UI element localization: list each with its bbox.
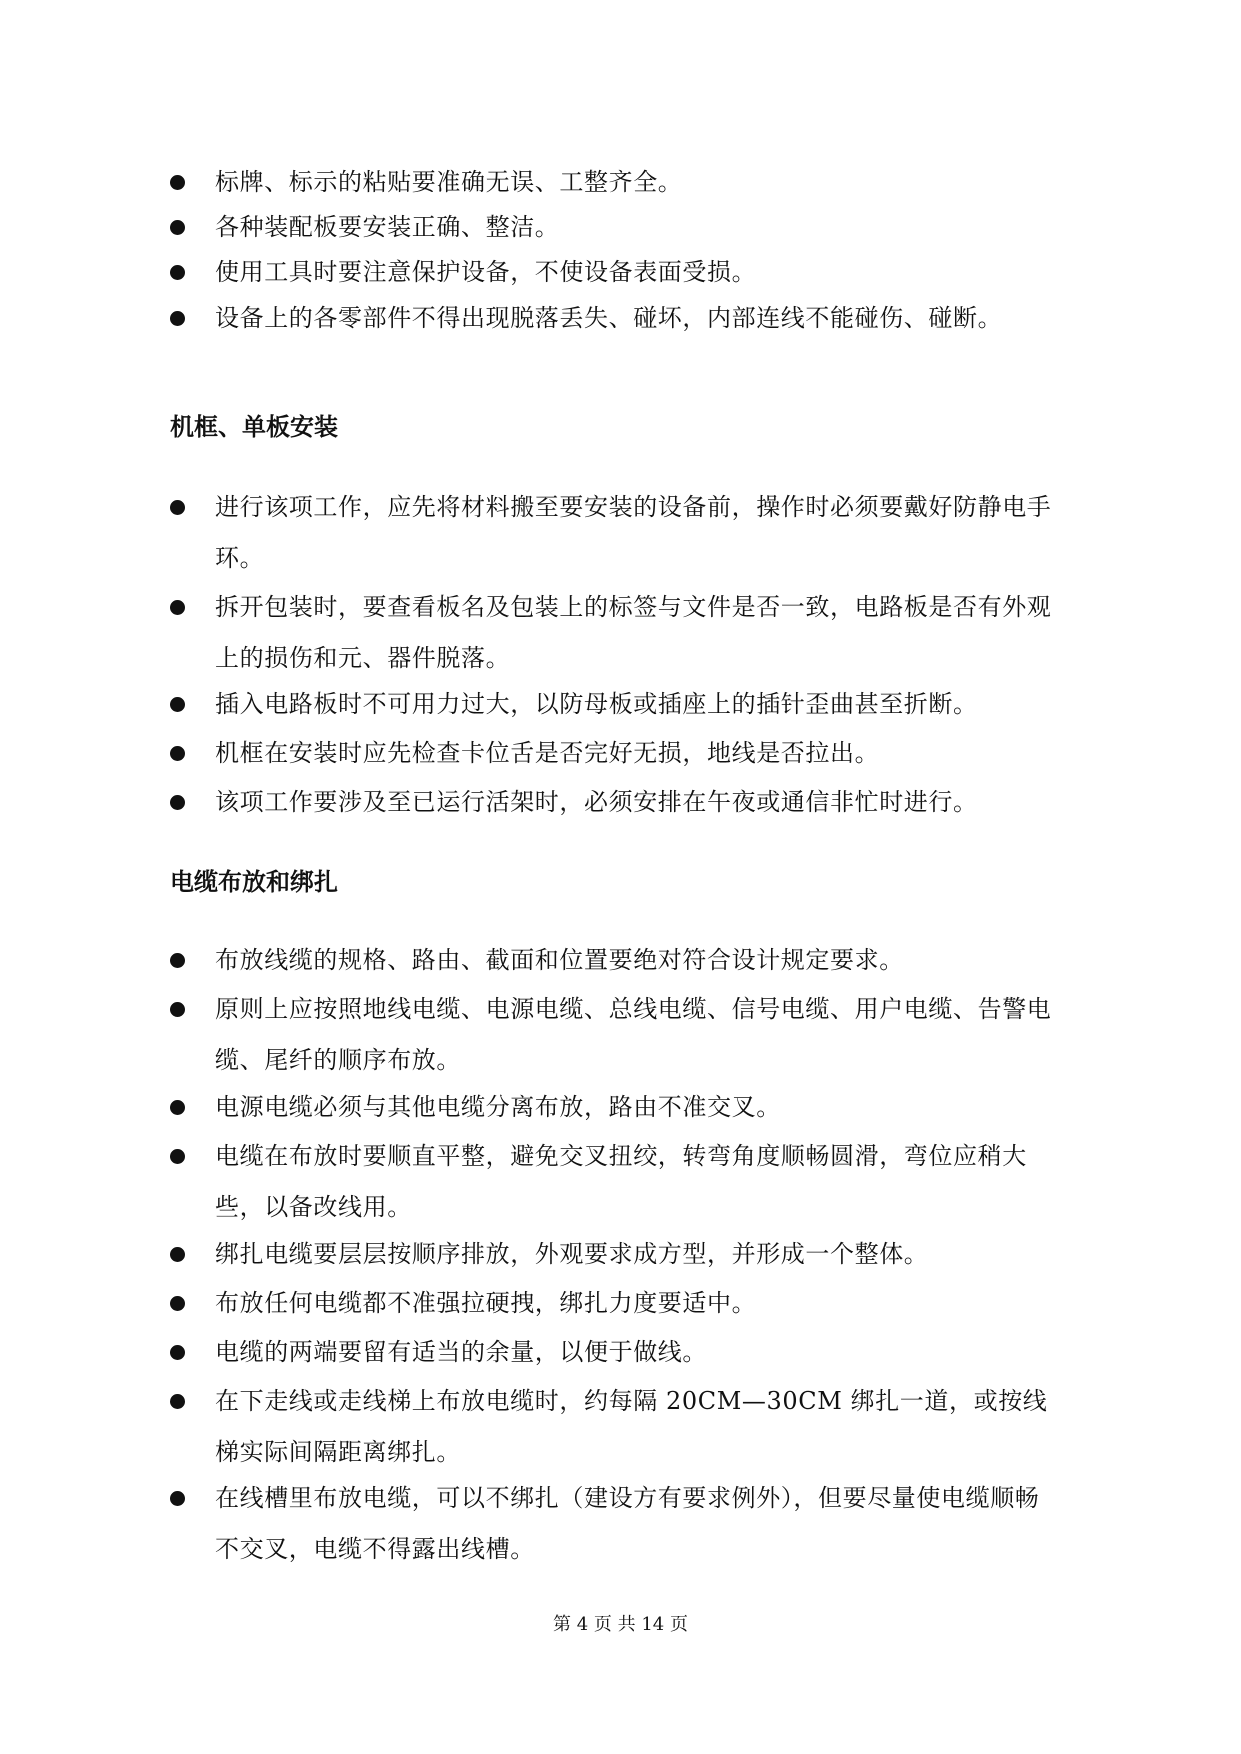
list-item-text: 插入电路板时不可用力过大，以防母板或插座上的插针歪曲甚至折断。 (215, 690, 978, 718)
bullet-icon (170, 953, 185, 968)
list-item-text: 拆开包装时，要查看板名及包装上的标签与文件是否一致，电路板是否有外观上的损伤和元、器件脱落。 (215, 593, 1052, 672)
list-item (170, 935, 1070, 986)
list-item-text: 布放线缆的规格、路由、截面和位置要绝对符合设计规定要求。 (215, 946, 904, 974)
bullet-icon (170, 1296, 185, 1311)
list-item (170, 1473, 1070, 1575)
list-item-text: 标牌、标示的粘贴要准确无误、工整齐全。 (215, 168, 683, 196)
list-item-text: 布放任何电缆都不准强拉硬拽，绑扎力度要适中。 (215, 1289, 757, 1317)
page-footer: 第 4 页 共 14 页 (553, 1614, 688, 1635)
list-item (170, 1278, 1070, 1329)
bullet-icon (170, 746, 185, 761)
bullet-icon (170, 175, 185, 190)
list-item (170, 582, 1070, 684)
list-item-text: 绑扎电缆要层层按顺序排放，外观要求成方型，并形成一个整体。 (215, 1240, 929, 1268)
list-item (170, 1327, 1070, 1378)
list-item (170, 1082, 1070, 1133)
list-item (170, 1376, 1070, 1478)
list-item (170, 777, 1070, 828)
bullet-icon (170, 220, 185, 235)
list-item-text: 该项工作要涉及至已运行活架时，必须安排在午夜或通信非忙时进行。 (215, 788, 978, 816)
bullet-icon (170, 1394, 185, 1409)
bullet-icon (170, 697, 185, 712)
list-item (170, 679, 1070, 730)
bullet-icon (170, 1100, 185, 1115)
list-item-text: 各种装配板要安装正确、整洁。 (215, 213, 560, 241)
list-item (170, 728, 1070, 779)
list-item-text: 机框在安装时应先检查卡位舌是否完好无损，地线是否拉出。 (215, 739, 880, 767)
list-item (170, 984, 1070, 1086)
list-item (170, 1131, 1070, 1233)
bullet-icon (170, 1149, 185, 1164)
list-item (170, 1229, 1070, 1280)
list-item (170, 157, 1070, 208)
list-item (170, 202, 1070, 253)
list-item-text: 设备上的各零部件不得出现脱落丢失、碰坏，内部连线不能碰伤、碰断。 (215, 304, 1003, 332)
list-item-text: 在下走线或走线梯上布放电缆时，约每隔 20CM—30CM 绑扎一道，或按线梯实际间隔距离绑扎。 (215, 1387, 1048, 1466)
list-item-text: 电源电缆必须与其他电缆分离布放，路由不准交叉。 (215, 1093, 781, 1121)
list-item-text: 在线槽里布放电缆，可以不绑扎（建设方有要求例外），但要尽量使电缆顺畅不交叉，电缆不得露出线槽。 (215, 1484, 1040, 1563)
section-heading: 机框、单板安装 (170, 413, 338, 441)
list-item (170, 247, 1070, 298)
bullet-icon (170, 265, 185, 280)
bullet-icon (170, 1345, 185, 1360)
bullet-icon (170, 1491, 185, 1506)
list-item-text: 原则上应按照地线电缆、电源电缆、总线电缆、信号电缆、用户电缆、告警电缆、尾纤的顺序布放。 (215, 995, 1052, 1074)
list-item-text: 电缆的两端要留有适当的余量，以便于做线。 (215, 1338, 707, 1366)
bullet-icon (170, 500, 185, 515)
list-item-text: 使用工具时要注意保护设备，不使设备表面受损。 (215, 258, 757, 286)
section-heading: 电缆布放和绑扎 (170, 868, 338, 896)
list-item (170, 293, 1070, 344)
bullet-icon (170, 795, 185, 810)
list-item-text: 进行该项工作，应先将材料搬至要安装的设备前，操作时必须要戴好防静电手环。 (215, 493, 1052, 572)
bullet-icon (170, 1002, 185, 1017)
bullet-icon (170, 600, 185, 615)
list-item-text: 电缆在布放时要顺直平整，避免交叉扭绞，转弯角度顺畅圆滑，弯位应稍大些，以备改线用。 (215, 1142, 1027, 1221)
bullet-icon (170, 311, 185, 326)
list-item (170, 482, 1070, 584)
bullet-icon (170, 1247, 185, 1262)
